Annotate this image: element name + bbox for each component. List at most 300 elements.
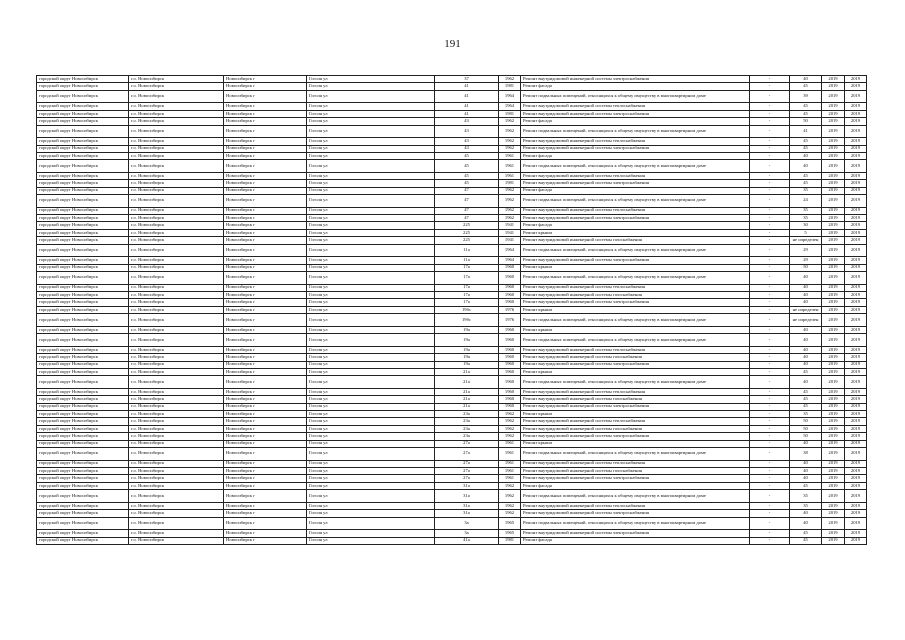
house-cell: 43 bbox=[435, 145, 499, 152]
house-cell: 27а bbox=[435, 448, 499, 461]
table-row bbox=[37, 448, 867, 461]
street-cell: Гоголя ул bbox=[307, 448, 435, 461]
municipality-cell: городской округ Новосибирск bbox=[37, 460, 129, 467]
city-cell: Новосибирск г bbox=[224, 425, 307, 432]
value-cell: 45 bbox=[790, 138, 822, 145]
house-cell: 19а bbox=[435, 334, 499, 347]
city-cell: Новосибирск г bbox=[224, 222, 307, 229]
year-end-cell: 2019 bbox=[845, 291, 867, 298]
year-cell: 1941 bbox=[499, 237, 521, 244]
work-type-cell: Ремонт внутридомовой инженерной системы газоснабжения bbox=[521, 468, 750, 475]
year-start-cell: 2019 bbox=[822, 291, 845, 298]
year-end-cell: 2019 bbox=[845, 396, 867, 403]
house-cell: 31а bbox=[435, 482, 499, 489]
municipality-cell: городской округ Новосибирск bbox=[37, 475, 129, 482]
year-start-cell: 2019 bbox=[822, 468, 845, 475]
value-cell: 50 bbox=[790, 425, 822, 432]
house-cell: 31а bbox=[435, 502, 499, 509]
work-type-cell: Ремонт фасада bbox=[521, 152, 750, 159]
year-cell: 1981 bbox=[499, 537, 521, 544]
house-cell: 3а bbox=[435, 530, 499, 537]
street-cell: Гоголя ул bbox=[307, 490, 435, 503]
district-cell: г.о. Новосибирск bbox=[129, 354, 224, 361]
district-cell: г.о. Новосибирск bbox=[129, 299, 224, 306]
district-cell: г.о. Новосибирск bbox=[129, 475, 224, 482]
house-cell: 47 bbox=[435, 187, 499, 194]
year-cell: 1941 bbox=[499, 229, 521, 236]
year-start-cell: 2019 bbox=[822, 125, 845, 138]
work-type-cell: Ремонт подвальных помещений, относящихся к общему имуществу в многоквартирном доме bbox=[521, 490, 750, 503]
value-cell: 40 bbox=[790, 291, 822, 298]
city-cell: Новосибирск г bbox=[224, 326, 307, 333]
year-cell: 1960 bbox=[499, 346, 521, 353]
value-cell: 35 bbox=[790, 215, 822, 222]
street-cell: Гоголя ул bbox=[307, 207, 435, 214]
year-start-cell: 2019 bbox=[822, 76, 845, 83]
dash-cell: - bbox=[750, 83, 790, 90]
year-cell: 1960 bbox=[499, 361, 521, 368]
street-cell: Гоголя ул bbox=[307, 76, 435, 83]
house-cell: 43 bbox=[435, 118, 499, 125]
value-cell: 45 bbox=[790, 530, 822, 537]
year-cell: 1962 bbox=[499, 418, 521, 425]
street-cell: Гоголя ул bbox=[307, 272, 435, 285]
year-start-cell: 2019 bbox=[822, 257, 845, 264]
table-row bbox=[37, 361, 867, 368]
work-type-cell: Ремонт фасада bbox=[521, 482, 750, 489]
table-row bbox=[37, 215, 867, 222]
municipality-cell: городской округ Новосибирск bbox=[37, 222, 129, 229]
district-cell: г.о. Новосибирск bbox=[129, 76, 224, 83]
value-cell: 40 bbox=[790, 468, 822, 475]
district-cell: г.о. Новосибирск bbox=[129, 90, 224, 103]
municipality-cell: городской округ Новосибирск bbox=[37, 299, 129, 306]
year-end-cell: 2019 bbox=[845, 346, 867, 353]
city-cell: Новосибирск г bbox=[224, 187, 307, 194]
year-start-cell: 2019 bbox=[822, 448, 845, 461]
house-cell: 17а bbox=[435, 299, 499, 306]
year-end-cell: 2019 bbox=[845, 237, 867, 244]
table-row bbox=[37, 490, 867, 503]
district-cell: г.о. Новосибирск bbox=[129, 138, 224, 145]
dash-cell: - bbox=[750, 90, 790, 103]
street-cell: Гоголя ул bbox=[307, 284, 435, 291]
district-cell: г.о. Новосибирск bbox=[129, 460, 224, 467]
house-cell: 47 bbox=[435, 207, 499, 214]
year-start-cell: 2019 bbox=[822, 195, 845, 208]
dash-cell: - bbox=[750, 284, 790, 291]
municipality-cell: городской округ Новосибирск bbox=[37, 468, 129, 475]
year-cell: 1961 bbox=[499, 460, 521, 467]
value-cell: 40 bbox=[790, 334, 822, 347]
work-type-cell: Ремонт внутридомовой инженерной системы теплоснабжения bbox=[521, 284, 750, 291]
city-cell: Новосибирск г bbox=[224, 510, 307, 517]
value-cell: 45 bbox=[790, 482, 822, 489]
municipality-cell: городской округ Новосибирск bbox=[37, 229, 129, 236]
dash-cell: - bbox=[750, 103, 790, 110]
table-row bbox=[37, 110, 867, 117]
year-start-cell: 2019 bbox=[822, 326, 845, 333]
city-cell: Новосибирск г bbox=[224, 490, 307, 503]
value-cell: 35 bbox=[790, 187, 822, 194]
street-cell: Гоголя ул bbox=[307, 411, 435, 418]
street-cell: Гоголя ул bbox=[307, 172, 435, 179]
street-cell: Гоголя ул bbox=[307, 403, 435, 410]
house-cell: 45 bbox=[435, 180, 499, 187]
house-cell: 11а bbox=[435, 257, 499, 264]
year-end-cell: 2019 bbox=[845, 306, 867, 313]
work-type-cell: Ремонт фасада bbox=[521, 83, 750, 90]
work-type-cell: Ремонт подвальных помещений, относящихся к общему имуществу в многоквартирном доме bbox=[521, 272, 750, 285]
year-start-cell: 2019 bbox=[822, 187, 845, 194]
year-cell: 1964 bbox=[499, 244, 521, 257]
year-cell: 1961 bbox=[499, 160, 521, 173]
house-cell: 19а bbox=[435, 354, 499, 361]
street-cell: Гоголя ул bbox=[307, 376, 435, 389]
dash-cell: - bbox=[750, 110, 790, 117]
table-row bbox=[37, 257, 867, 264]
municipality-cell: городской округ Новосибирск bbox=[37, 448, 129, 461]
street-cell: Гоголя ул bbox=[307, 180, 435, 187]
district-cell: г.о. Новосибирск bbox=[129, 425, 224, 432]
municipality-cell: городской округ Новосибирск bbox=[37, 138, 129, 145]
house-cell: 45 bbox=[435, 172, 499, 179]
work-type-cell: Ремонт подвальных помещений, относящихся к общему имуществу в многоквартирном доме bbox=[521, 125, 750, 138]
table-row bbox=[37, 229, 867, 236]
dash-cell: - bbox=[750, 440, 790, 447]
dash-cell: - bbox=[750, 388, 790, 395]
year-start-cell: 2019 bbox=[822, 460, 845, 467]
year-cell: 1960 bbox=[499, 376, 521, 389]
value-cell: 35 bbox=[790, 207, 822, 214]
dash-cell: - bbox=[750, 145, 790, 152]
municipality-cell: городской округ Новосибирск bbox=[37, 510, 129, 517]
table-row bbox=[37, 425, 867, 432]
year-cell: 1960 bbox=[499, 403, 521, 410]
house-cell: 47 bbox=[435, 195, 499, 208]
table-row bbox=[37, 460, 867, 467]
dash-cell: - bbox=[750, 425, 790, 432]
dash-cell: - bbox=[750, 354, 790, 361]
table-row bbox=[37, 440, 867, 447]
city-cell: Новосибирск г bbox=[224, 361, 307, 368]
municipality-cell: городской округ Новосибирск bbox=[37, 376, 129, 389]
year-start-cell: 2019 bbox=[822, 207, 845, 214]
year-start-cell: 2019 bbox=[822, 83, 845, 90]
street-cell: Гоголя ул bbox=[307, 83, 435, 90]
year-start-cell: 2019 bbox=[822, 490, 845, 503]
house-cell: 225 bbox=[435, 222, 499, 229]
work-type-cell: Ремонт внутридомовой инженерной системы электроснабжения bbox=[521, 433, 750, 440]
year-start-cell: 2019 bbox=[822, 403, 845, 410]
year-start-cell: 2019 bbox=[822, 138, 845, 145]
year-cell: 1976 bbox=[499, 306, 521, 313]
house-cell: 45 bbox=[435, 152, 499, 159]
year-end-cell: 2019 bbox=[845, 215, 867, 222]
municipality-cell: городской округ Новосибирск bbox=[37, 440, 129, 447]
city-cell: Новосибирск г bbox=[224, 103, 307, 110]
year-start-cell: 2019 bbox=[822, 354, 845, 361]
year-end-cell: 2019 bbox=[845, 411, 867, 418]
house-cell: 23а bbox=[435, 425, 499, 432]
municipality-cell: городской округ Новосибирск bbox=[37, 482, 129, 489]
house-cell: 21а bbox=[435, 388, 499, 395]
district-cell: г.о. Новосибирск bbox=[129, 291, 224, 298]
table-row bbox=[37, 103, 867, 110]
year-start-cell: 2019 bbox=[822, 264, 845, 271]
year-end-cell: 2019 bbox=[845, 160, 867, 173]
year-end-cell: 2019 bbox=[845, 490, 867, 503]
work-type-cell: Ремонт внутридомовой инженерной системы электроснабжения bbox=[521, 361, 750, 368]
value-cell: 45 bbox=[790, 110, 822, 117]
year-cell: 1964 bbox=[499, 103, 521, 110]
year-end-cell: 2019 bbox=[845, 257, 867, 264]
year-end-cell: 2019 bbox=[845, 195, 867, 208]
dash-cell: - bbox=[750, 482, 790, 489]
year-cell: 1960 bbox=[499, 396, 521, 403]
work-type-cell: Ремонт внутридомовой инженерной системы теплоснабжения bbox=[521, 460, 750, 467]
municipality-cell: городской округ Новосибирск bbox=[37, 160, 129, 173]
value-cell: 39 bbox=[790, 90, 822, 103]
municipality-cell: городской округ Новосибирск bbox=[37, 180, 129, 187]
district-cell: г.о. Новосибирск bbox=[129, 152, 224, 159]
city-cell: Новосибирск г bbox=[224, 160, 307, 173]
municipality-cell: городской округ Новосибирск bbox=[37, 110, 129, 117]
district-cell: г.о. Новосибирск bbox=[129, 468, 224, 475]
table-row bbox=[37, 83, 867, 90]
year-end-cell: 2019 bbox=[845, 172, 867, 179]
table-row bbox=[37, 244, 867, 257]
year-cell: 1962 bbox=[499, 195, 521, 208]
street-cell: Гоголя ул bbox=[307, 510, 435, 517]
value-cell: 40 bbox=[790, 272, 822, 285]
dash-cell: - bbox=[750, 229, 790, 236]
street-cell: Гоголя ул bbox=[307, 152, 435, 159]
dash-cell: - bbox=[750, 299, 790, 306]
street-cell: Гоголя ул bbox=[307, 195, 435, 208]
year-cell: 1961 bbox=[499, 172, 521, 179]
work-type-cell: Ремонт внутридомовой инженерной системы электроснабжения bbox=[521, 110, 750, 117]
municipality-cell: городской округ Новосибирск bbox=[37, 145, 129, 152]
dash-cell: - bbox=[750, 418, 790, 425]
district-cell: г.о. Новосибирск bbox=[129, 334, 224, 347]
district-cell: г.о. Новосибирск bbox=[129, 517, 224, 530]
city-cell: Новосибирск г bbox=[224, 76, 307, 83]
dash-cell: - bbox=[750, 326, 790, 333]
house-cell: 17а bbox=[435, 272, 499, 285]
house-cell: 27а bbox=[435, 460, 499, 467]
year-start-cell: 2019 bbox=[822, 510, 845, 517]
street-cell: Гоголя ул bbox=[307, 145, 435, 152]
district-cell: г.о. Новосибирск bbox=[129, 326, 224, 333]
year-start-cell: 2019 bbox=[822, 425, 845, 432]
district-cell: г.о. Новосибирск bbox=[129, 110, 224, 117]
district-cell: г.о. Новосибирск bbox=[129, 187, 224, 194]
work-type-cell: Ремонт фасада bbox=[521, 222, 750, 229]
municipality-cell: городской округ Новосибирск bbox=[37, 368, 129, 375]
table-row bbox=[37, 118, 867, 125]
table-row bbox=[37, 530, 867, 537]
city-cell: Новосибирск г bbox=[224, 118, 307, 125]
dash-cell: - bbox=[750, 237, 790, 244]
municipality-cell: городской округ Новосибирск bbox=[37, 502, 129, 509]
year-start-cell: 2019 bbox=[822, 215, 845, 222]
dash-cell: - bbox=[750, 460, 790, 467]
value-cell: 35 bbox=[790, 411, 822, 418]
work-type-cell: Ремонт крыши bbox=[521, 368, 750, 375]
year-cell: 1960 bbox=[499, 272, 521, 285]
dash-cell: - bbox=[750, 187, 790, 194]
municipality-cell: городской округ Новосибирск bbox=[37, 425, 129, 432]
year-start-cell: 2019 bbox=[822, 110, 845, 117]
year-start-cell: 2019 bbox=[822, 376, 845, 389]
year-start-cell: 2019 bbox=[822, 160, 845, 173]
year-end-cell: 2019 bbox=[845, 207, 867, 214]
year-end-cell: 2019 bbox=[845, 517, 867, 530]
street-cell: Гоголя ул bbox=[307, 368, 435, 375]
year-end-cell: 2019 bbox=[845, 368, 867, 375]
house-cell: 19бс bbox=[435, 306, 499, 313]
work-type-cell: Ремонт подвальных помещений, относящихся к общему имуществу в многоквартирном доме bbox=[521, 517, 750, 530]
work-type-cell: Ремонт внутридомовой инженерной системы электроснабжения bbox=[521, 475, 750, 482]
table-row bbox=[37, 207, 867, 214]
dash-cell: - bbox=[750, 475, 790, 482]
district-cell: г.о. Новосибирск bbox=[129, 418, 224, 425]
district-cell: г.о. Новосибирск bbox=[129, 530, 224, 537]
year-start-cell: 2019 bbox=[822, 145, 845, 152]
district-cell: г.о. Новосибирск bbox=[129, 440, 224, 447]
value-cell: 29 bbox=[790, 257, 822, 264]
table-row bbox=[37, 326, 867, 333]
city-cell: Новосибирск г bbox=[224, 172, 307, 179]
house-cell: 41а bbox=[435, 537, 499, 544]
value-cell: 5 bbox=[790, 229, 822, 236]
year-cell: 1960 bbox=[499, 354, 521, 361]
repair-schedule-table bbox=[36, 75, 867, 545]
table-row bbox=[37, 475, 867, 482]
table-row bbox=[37, 138, 867, 145]
year-end-cell: 2019 bbox=[845, 138, 867, 145]
year-start-cell: 2019 bbox=[822, 537, 845, 544]
house-cell: 41 bbox=[435, 90, 499, 103]
year-end-cell: 2019 bbox=[845, 299, 867, 306]
street-cell: Гоголя ул bbox=[307, 396, 435, 403]
table-row bbox=[37, 396, 867, 403]
table-row bbox=[37, 502, 867, 509]
year-end-cell: 2019 bbox=[845, 83, 867, 90]
street-cell: Гоголя ул bbox=[307, 90, 435, 103]
city-cell: Новосибирск г bbox=[224, 403, 307, 410]
table-row bbox=[37, 152, 867, 159]
year-start-cell: 2019 bbox=[822, 229, 845, 236]
city-cell: Новосибирск г bbox=[224, 440, 307, 447]
municipality-cell: городской округ Новосибирск bbox=[37, 207, 129, 214]
municipality-cell: городской округ Новосибирск bbox=[37, 90, 129, 103]
street-cell: Гоголя ул bbox=[307, 354, 435, 361]
street-cell: Гоголя ул bbox=[307, 440, 435, 447]
municipality-cell: городской округ Новосибирск bbox=[37, 118, 129, 125]
district-cell: г.о. Новосибирск bbox=[129, 314, 224, 327]
house-cell: 11а bbox=[435, 244, 499, 257]
city-cell: Новосибирск г bbox=[224, 291, 307, 298]
city-cell: Новосибирск г bbox=[224, 537, 307, 544]
city-cell: Новосибирск г bbox=[224, 237, 307, 244]
city-cell: Новосибирск г bbox=[224, 530, 307, 537]
year-end-cell: 2019 bbox=[845, 475, 867, 482]
table-row bbox=[37, 334, 867, 347]
work-type-cell: Ремонт внутридомовой инженерной системы газоснабжения bbox=[521, 237, 750, 244]
dash-cell: - bbox=[750, 244, 790, 257]
street-cell: Гоголя ул bbox=[307, 314, 435, 327]
municipality-cell: городской округ Новосибирск bbox=[37, 388, 129, 395]
table-row bbox=[37, 264, 867, 271]
work-type-cell: Ремонт фасада bbox=[521, 537, 750, 544]
house-cell: 43 bbox=[435, 125, 499, 138]
city-cell: Новосибирск г bbox=[224, 448, 307, 461]
value-cell: 45 bbox=[790, 172, 822, 179]
street-cell: Гоголя ул bbox=[307, 215, 435, 222]
house-cell: 23а bbox=[435, 411, 499, 418]
city-cell: Новосибирск г bbox=[224, 195, 307, 208]
house-cell: 21а bbox=[435, 376, 499, 389]
value-cell: 45 bbox=[790, 388, 822, 395]
year-cell: 1960 bbox=[499, 388, 521, 395]
value-cell: 38 bbox=[790, 448, 822, 461]
year-cell: 1962 bbox=[499, 411, 521, 418]
table-row bbox=[37, 517, 867, 530]
work-type-cell: Ремонт внутридомовой инженерной системы газоснабжения bbox=[521, 396, 750, 403]
municipality-cell: городской округ Новосибирск bbox=[37, 244, 129, 257]
street-cell: Гоголя ул bbox=[307, 306, 435, 313]
year-cell: 1981 bbox=[499, 180, 521, 187]
city-cell: Новосибирск г bbox=[224, 396, 307, 403]
year-end-cell: 2019 bbox=[845, 537, 867, 544]
work-type-cell: Ремонт внутридомовой инженерной системы электроснабжения bbox=[521, 180, 750, 187]
municipality-cell: городской округ Новосибирск bbox=[37, 433, 129, 440]
work-type-cell: Ремонт внутридомовой инженерной системы электроснабжения bbox=[521, 510, 750, 517]
dash-cell: - bbox=[750, 257, 790, 264]
year-end-cell: 2019 bbox=[845, 326, 867, 333]
year-start-cell: 2019 bbox=[822, 361, 845, 368]
value-cell: 40 bbox=[790, 475, 822, 482]
year-end-cell: 2019 bbox=[845, 361, 867, 368]
value-cell: 40 bbox=[790, 152, 822, 159]
city-cell: Новосибирск г bbox=[224, 368, 307, 375]
dash-cell: - bbox=[750, 433, 790, 440]
street-cell: Гоголя ул bbox=[307, 460, 435, 467]
year-start-cell: 2019 bbox=[822, 299, 845, 306]
street-cell: Гоголя ул bbox=[307, 326, 435, 333]
street-cell: Гоголя ул bbox=[307, 468, 435, 475]
city-cell: Новосибирск г bbox=[224, 229, 307, 236]
year-cell: 1941 bbox=[499, 222, 521, 229]
work-type-cell: Ремонт внутридомовой инженерной системы теплоснабжения bbox=[521, 138, 750, 145]
value-cell: 50 bbox=[790, 418, 822, 425]
work-type-cell: Ремонт фасада bbox=[521, 187, 750, 194]
table-row bbox=[37, 195, 867, 208]
district-cell: г.о. Новосибирск bbox=[129, 145, 224, 152]
district-cell: г.о. Новосибирск bbox=[129, 83, 224, 90]
dash-cell: - bbox=[750, 530, 790, 537]
work-type-cell: Ремонт крыши bbox=[521, 440, 750, 447]
year-cell: 1960 bbox=[499, 368, 521, 375]
city-cell: Новосибирск г bbox=[224, 284, 307, 291]
dash-cell: - bbox=[750, 411, 790, 418]
year-start-cell: 2019 bbox=[822, 411, 845, 418]
year-cell: 1960 bbox=[499, 326, 521, 333]
year-end-cell: 2019 bbox=[845, 180, 867, 187]
city-cell: Новосибирск г bbox=[224, 215, 307, 222]
